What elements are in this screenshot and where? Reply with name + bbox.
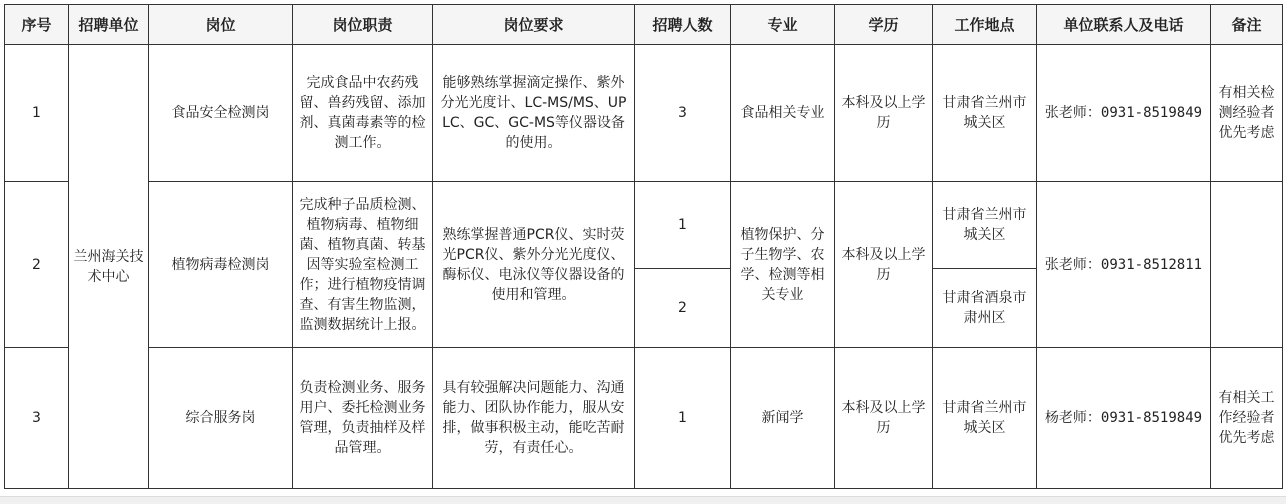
cell-location: 甘肃省兰州市城关区 xyxy=(933,348,1037,489)
cell-count: 1 xyxy=(635,182,731,269)
cell-contact: 杨老师：0931-8519849 xyxy=(1037,348,1211,489)
header-contact: 单位联系人及电话 xyxy=(1037,5,1211,45)
cell-no: 1 xyxy=(5,45,69,182)
table-row xyxy=(5,348,1283,489)
cell-note xyxy=(1211,182,1283,348)
cell-post: 植物病毒检测岗 xyxy=(149,182,293,348)
header-unit: 招聘单位 xyxy=(69,5,149,45)
cell-unit: 兰州海关技术中心 xyxy=(69,45,149,489)
cell-requirement: 具有较强解决问题能力、沟通能力、团队协作能力，服从安排，做事积极主动，能吃苦耐劳，有责任心。 xyxy=(433,348,635,489)
cell-post: 综合服务岗 xyxy=(149,348,293,489)
cell-education: 本科及以上学历 xyxy=(835,348,933,489)
header-note: 备注 xyxy=(1211,5,1283,45)
cell-contact: 张老师：0931-8519849 xyxy=(1037,45,1211,182)
table-row xyxy=(5,45,1283,182)
cell-education: 本科及以上学历 xyxy=(835,182,933,348)
header-count: 招聘人数 xyxy=(635,5,731,45)
cell-location: 甘肃省兰州市城关区 xyxy=(933,45,1037,182)
cell-contact: 张老师：0931-8512811 xyxy=(1037,182,1211,348)
cell-count: 2 xyxy=(635,269,731,348)
cell-requirement: 熟练掌握普通PCR仪、实时荧光PCR仪、紫外分光光度仪、酶标仪、电泳仪等仪器设备的使用和管理。 xyxy=(433,182,635,348)
recruitment-table xyxy=(4,4,1283,489)
cell-major: 新闻学 xyxy=(731,348,835,489)
cell-post: 食品安全检测岗 xyxy=(149,45,293,182)
header-duty: 岗位职责 xyxy=(293,5,433,45)
header-location: 工作地点 xyxy=(933,5,1037,45)
cell-note: 有相关工作经验者优先考虑 xyxy=(1211,348,1283,489)
header-major: 专业 xyxy=(731,5,835,45)
cell-duty: 完成种子品质检测、植物病毒、植物细菌、植物真菌、转基因等实验室检测工作；进行植物疫情调查、有害生物监测，监测数据统计上报。 xyxy=(293,182,433,348)
cell-no: 2 xyxy=(5,182,69,348)
header-row xyxy=(5,5,1283,45)
header-education: 学历 xyxy=(835,5,933,45)
cell-location: 甘肃省兰州市城关区 xyxy=(933,182,1037,269)
cell-location: 甘肃省酒泉市肃州区 xyxy=(933,269,1037,348)
cell-count: 3 xyxy=(635,45,731,182)
cell-major: 食品相关专业 xyxy=(731,45,835,182)
cell-no: 3 xyxy=(5,348,69,489)
header-requirement: 岗位要求 xyxy=(433,5,635,45)
cell-duty: 负责检测业务、服务用户、委托检测业务管理，负责抽样及样品管理。 xyxy=(293,348,433,489)
cell-education: 本科及以上学历 xyxy=(835,45,933,182)
cell-count: 1 xyxy=(635,348,731,489)
table-row xyxy=(5,182,1283,269)
header-post: 岗位 xyxy=(149,5,293,45)
cell-requirement: 能够熟练掌握滴定操作、紫外分光光度计、LC-MS/MS、UPLC、GC、GC-MS等仪器设备的使用。 xyxy=(433,45,635,182)
cell-note: 有相关检测经验者优先考虑 xyxy=(1211,45,1283,182)
cell-duty: 完成食品中农药残留、兽药残留、添加剂、真菌毒素等的检测工作。 xyxy=(293,45,433,182)
header-no: 序号 xyxy=(5,5,69,45)
cell-major: 植物保护、分子生物学、农学、检测等相关专业 xyxy=(731,182,835,348)
